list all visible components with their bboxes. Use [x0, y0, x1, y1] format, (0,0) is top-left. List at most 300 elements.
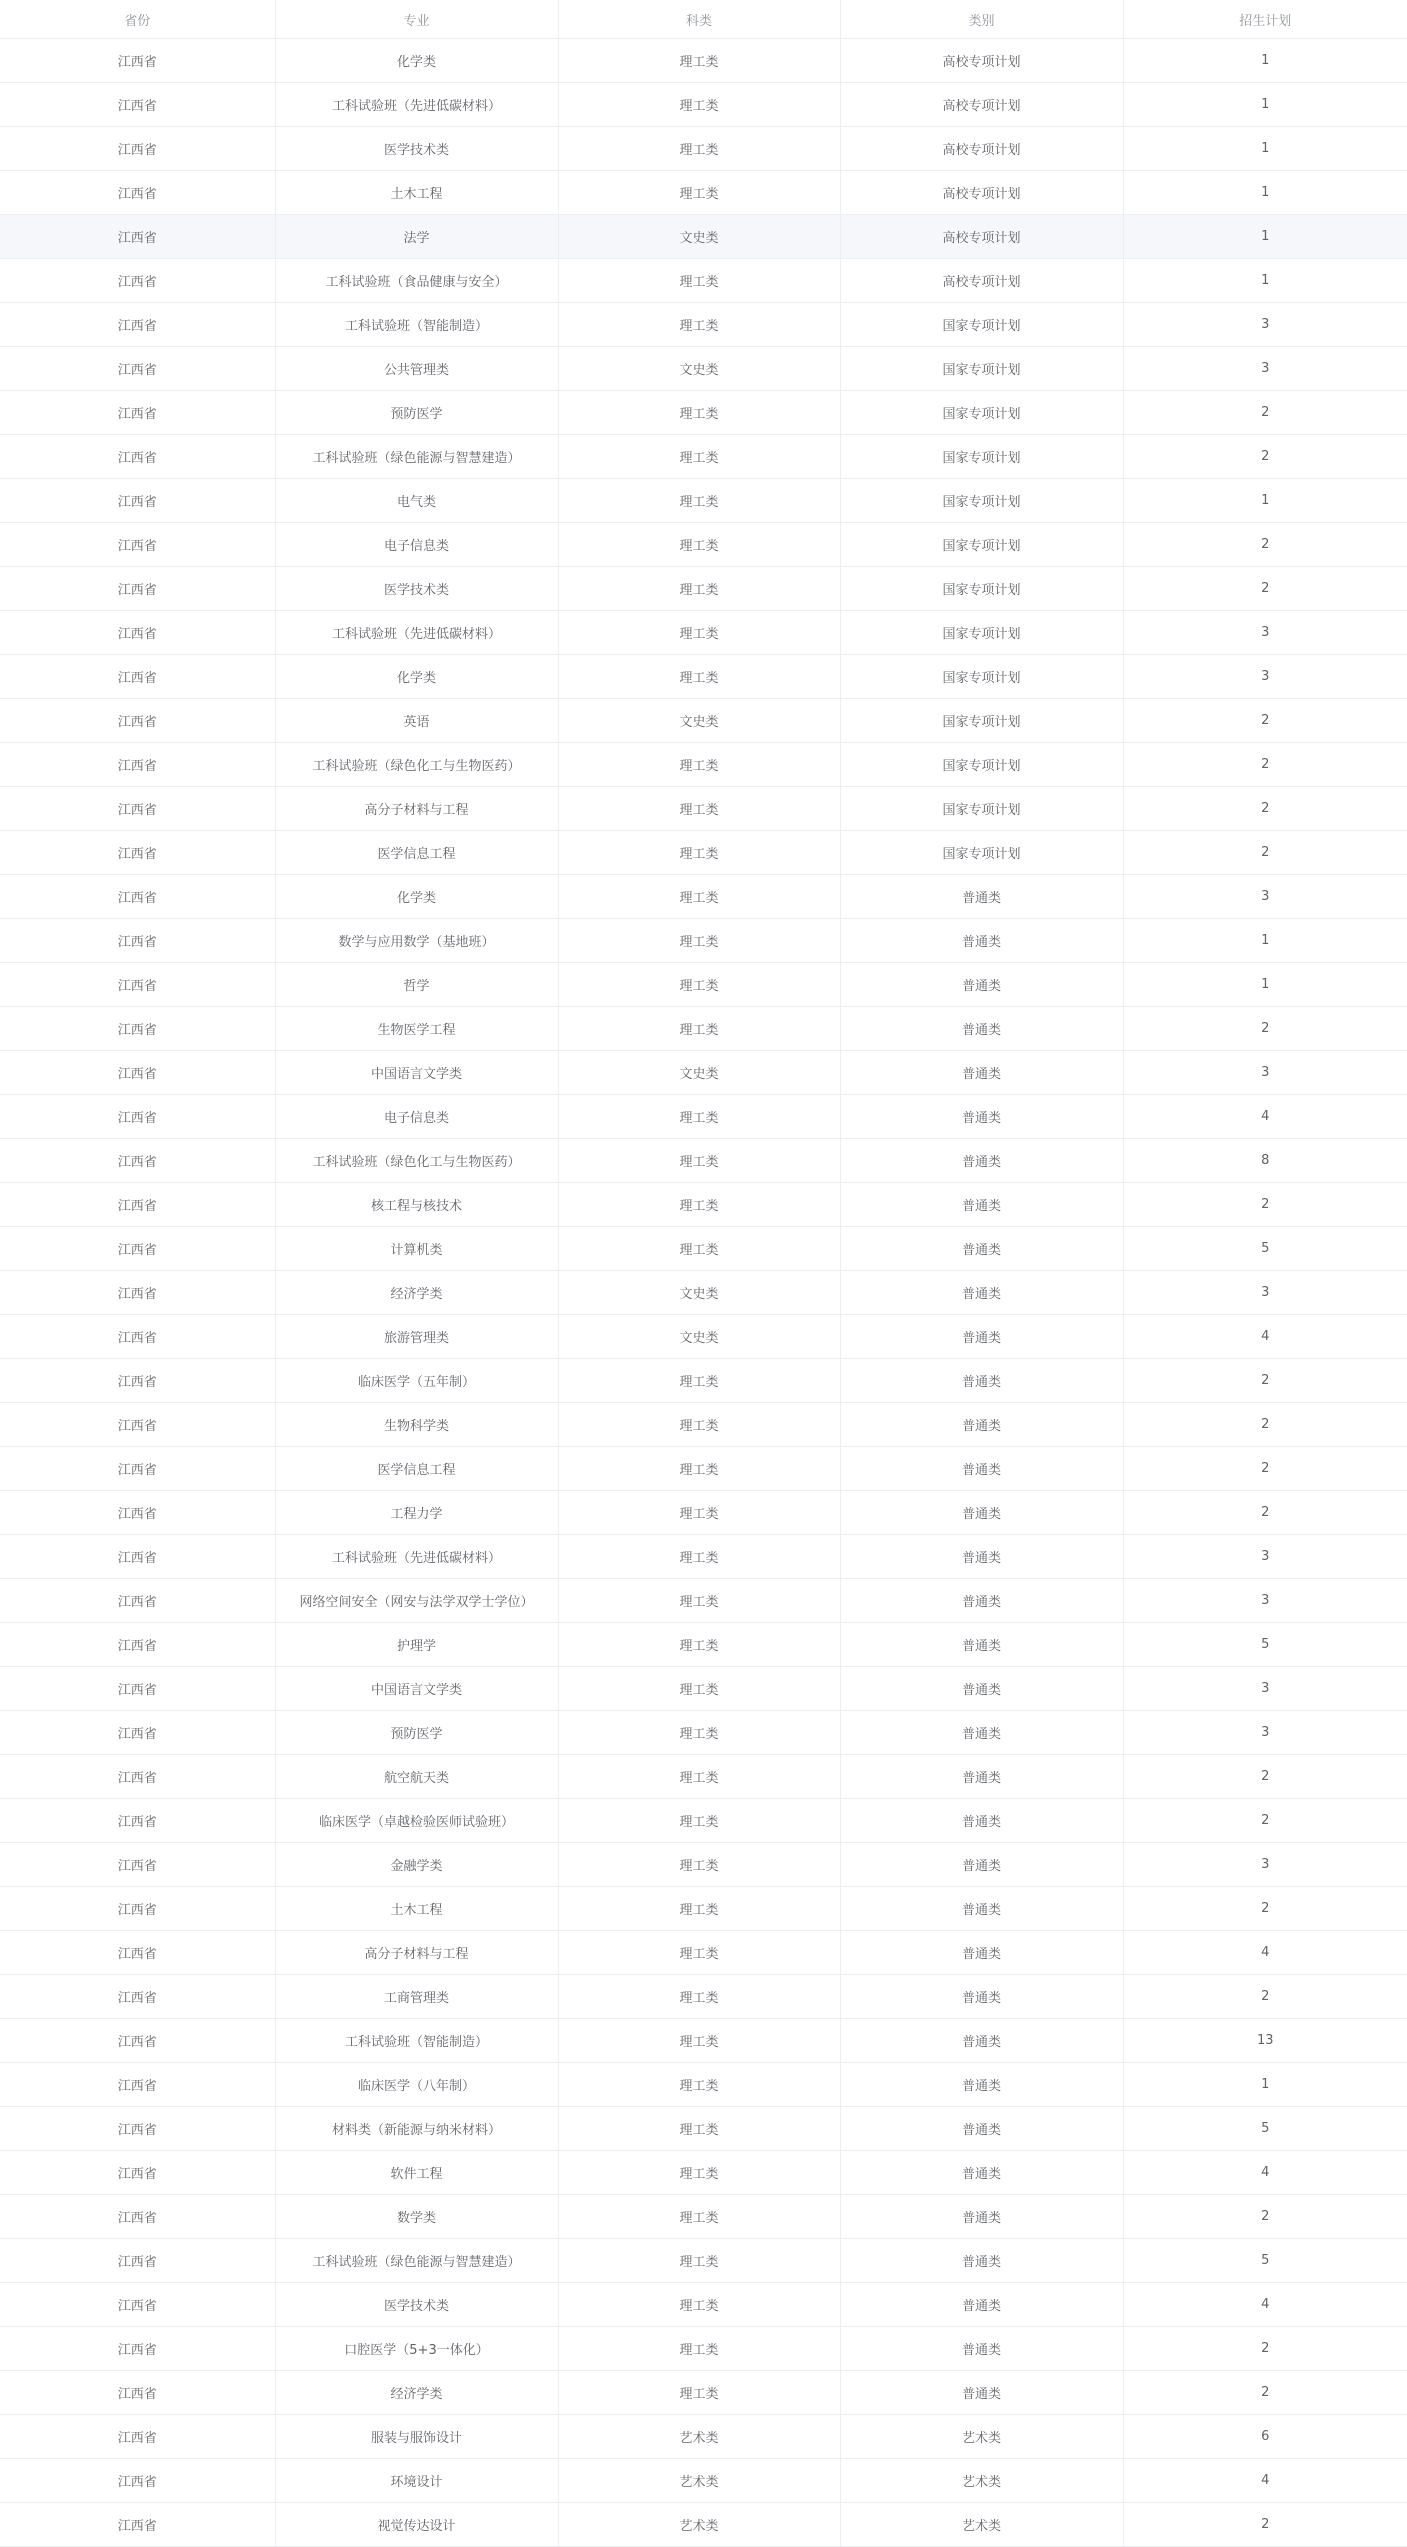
cell-category: 普通类 [840, 1579, 1123, 1623]
cell-category: 艺术类 [840, 2415, 1123, 2459]
table-row[interactable] [0, 1447, 1407, 1491]
cell-major: 工商管理类 [275, 1975, 558, 2019]
cell-category: 高校专项计划 [840, 215, 1123, 259]
cell-province: 江西省 [0, 1535, 275, 1579]
header-category[interactable]: 类别 [840, 0, 1123, 39]
table-row[interactable] [0, 1139, 1407, 1183]
cell-province: 江西省 [0, 2195, 275, 2239]
cell-province: 江西省 [0, 1403, 275, 1447]
cell-enrollment-plan: 1 [1123, 83, 1407, 127]
cell-enrollment-plan: 4 [1123, 2459, 1407, 2503]
cell-province: 江西省 [0, 303, 275, 347]
cell-subject-type: 理工类 [558, 875, 840, 919]
cell-major: 电气类 [275, 479, 558, 523]
cell-category: 国家专项计划 [840, 391, 1123, 435]
cell-subject-type: 理工类 [558, 1931, 840, 1975]
table-row[interactable] [0, 83, 1407, 127]
table-row[interactable] [0, 435, 1407, 479]
table-row[interactable] [0, 655, 1407, 699]
cell-province: 江西省 [0, 1755, 275, 1799]
cell-enrollment-plan: 3 [1123, 1667, 1407, 1711]
cell-subject-type: 理工类 [558, 963, 840, 1007]
cell-major: 化学类 [275, 875, 558, 919]
cell-major: 工科试验班（先进低碳材料） [275, 611, 558, 655]
table-row[interactable] [0, 1535, 1407, 1579]
cell-category: 普通类 [840, 1227, 1123, 1271]
cell-province: 江西省 [0, 1139, 275, 1183]
cell-category: 普通类 [840, 1183, 1123, 1227]
cell-province: 江西省 [0, 611, 275, 655]
cell-enrollment-plan: 2 [1123, 1447, 1407, 1491]
cell-subject-type: 艺术类 [558, 2415, 840, 2459]
cell-province: 江西省 [0, 875, 275, 919]
cell-subject-type: 理工类 [558, 1095, 840, 1139]
cell-major: 高分子材料与工程 [275, 1931, 558, 1975]
cell-province: 江西省 [0, 1623, 275, 1667]
cell-major: 数学类 [275, 2195, 558, 2239]
cell-subject-type: 理工类 [558, 2019, 840, 2063]
cell-category: 普通类 [840, 1447, 1123, 1491]
table-row[interactable] [0, 479, 1407, 523]
table-row[interactable] [0, 2195, 1407, 2239]
cell-subject-type: 理工类 [558, 2327, 840, 2371]
table-row[interactable] [0, 2019, 1407, 2063]
cell-subject-type: 理工类 [558, 2371, 840, 2415]
cell-enrollment-plan: 1 [1123, 127, 1407, 171]
cell-major: 工科试验班（绿色化工与生物医药） [275, 1139, 558, 1183]
cell-subject-type: 理工类 [558, 1535, 840, 1579]
cell-category: 国家专项计划 [840, 743, 1123, 787]
cell-province: 江西省 [0, 391, 275, 435]
cell-category: 国家专项计划 [840, 479, 1123, 523]
cell-major: 工科试验班（先进低碳材料） [275, 83, 558, 127]
table-row[interactable] [0, 567, 1407, 611]
table-row[interactable] [0, 2371, 1407, 2415]
cell-enrollment-plan: 2 [1123, 1403, 1407, 1447]
table-row[interactable] [0, 1667, 1407, 1711]
table-row[interactable] [0, 743, 1407, 787]
cell-subject-type: 理工类 [558, 2107, 840, 2151]
header-province[interactable]: 省份 [0, 0, 275, 39]
cell-province: 江西省 [0, 1315, 275, 1359]
table-row[interactable] [0, 2283, 1407, 2327]
cell-category: 普通类 [840, 1139, 1123, 1183]
cell-enrollment-plan: 3 [1123, 1711, 1407, 1755]
cell-enrollment-plan: 2 [1123, 1183, 1407, 1227]
cell-subject-type: 文史类 [558, 1051, 840, 1095]
cell-major: 经济学类 [275, 2371, 558, 2415]
cell-category: 国家专项计划 [840, 787, 1123, 831]
cell-enrollment-plan: 1 [1123, 259, 1407, 303]
cell-major: 工程力学 [275, 1491, 558, 1535]
cell-category: 普通类 [840, 2327, 1123, 2371]
cell-province: 江西省 [0, 39, 275, 83]
table-row[interactable] [0, 127, 1407, 171]
cell-subject-type: 理工类 [558, 1491, 840, 1535]
cell-province: 江西省 [0, 83, 275, 127]
header-enrollment-plan[interactable]: 招生计划 [1123, 0, 1407, 39]
cell-province: 江西省 [0, 479, 275, 523]
cell-subject-type: 艺术类 [558, 2459, 840, 2503]
cell-category: 艺术类 [840, 2503, 1123, 2547]
cell-enrollment-plan: 3 [1123, 303, 1407, 347]
cell-enrollment-plan: 2 [1123, 1799, 1407, 1843]
cell-enrollment-plan: 2 [1123, 831, 1407, 875]
table-row[interactable] [0, 1711, 1407, 1755]
cell-province: 江西省 [0, 2151, 275, 2195]
cell-enrollment-plan: 2 [1123, 523, 1407, 567]
cell-enrollment-plan: 1 [1123, 171, 1407, 215]
cell-major: 工科试验班（食品健康与安全） [275, 259, 558, 303]
table-row[interactable] [0, 215, 1407, 259]
table-row[interactable] [0, 1931, 1407, 1975]
cell-major: 医学技术类 [275, 127, 558, 171]
cell-province: 江西省 [0, 1887, 275, 1931]
cell-category: 国家专项计划 [840, 435, 1123, 479]
table-row[interactable] [0, 1799, 1407, 1843]
cell-category: 普通类 [840, 2063, 1123, 2107]
table-row[interactable] [0, 1755, 1407, 1799]
cell-enrollment-plan: 6 [1123, 2415, 1407, 2459]
cell-subject-type: 理工类 [558, 1007, 840, 1051]
cell-major: 中国语言文学类 [275, 1051, 558, 1095]
cell-province: 江西省 [0, 919, 275, 963]
cell-category: 普通类 [840, 1271, 1123, 1315]
table-row[interactable] [0, 1051, 1407, 1095]
cell-major: 医学信息工程 [275, 1447, 558, 1491]
cell-province: 江西省 [0, 2415, 275, 2459]
cell-category: 普通类 [840, 919, 1123, 963]
table-row[interactable] [0, 391, 1407, 435]
cell-category: 普通类 [840, 2151, 1123, 2195]
cell-province: 江西省 [0, 655, 275, 699]
table-row[interactable] [0, 303, 1407, 347]
cell-province: 江西省 [0, 2019, 275, 2063]
cell-category: 普通类 [840, 2107, 1123, 2151]
cell-enrollment-plan: 5 [1123, 1623, 1407, 1667]
cell-enrollment-plan: 2 [1123, 699, 1407, 743]
cell-category: 普通类 [840, 1491, 1123, 1535]
cell-province: 江西省 [0, 1007, 275, 1051]
table-row[interactable] [0, 2239, 1407, 2283]
cell-category: 普通类 [840, 1887, 1123, 1931]
cell-major: 生物科学类 [275, 1403, 558, 1447]
cell-major: 工科试验班（绿色化工与生物医药） [275, 743, 558, 787]
cell-province: 江西省 [0, 347, 275, 391]
cell-major: 临床医学（五年制） [275, 1359, 558, 1403]
cell-subject-type: 理工类 [558, 1183, 840, 1227]
cell-category: 普通类 [840, 1535, 1123, 1579]
cell-province: 江西省 [0, 1579, 275, 1623]
table-row[interactable] [0, 1095, 1407, 1139]
cell-major: 电子信息类 [275, 523, 558, 567]
cell-category: 国家专项计划 [840, 303, 1123, 347]
cell-province: 江西省 [0, 787, 275, 831]
cell-subject-type: 理工类 [558, 2063, 840, 2107]
cell-major: 预防医学 [275, 1711, 558, 1755]
table-row[interactable] [0, 919, 1407, 963]
header-major[interactable]: 专业 [275, 0, 558, 39]
cell-province: 江西省 [0, 2503, 275, 2547]
cell-subject-type: 理工类 [558, 171, 840, 215]
cell-province: 江西省 [0, 215, 275, 259]
cell-category: 普通类 [840, 1051, 1123, 1095]
cell-major: 工科试验班（先进低碳材料） [275, 1535, 558, 1579]
header-subject-type[interactable]: 科类 [558, 0, 840, 39]
cell-subject-type: 理工类 [558, 1227, 840, 1271]
cell-major: 土木工程 [275, 1887, 558, 1931]
table-row[interactable] [0, 787, 1407, 831]
table-row[interactable] [0, 611, 1407, 655]
cell-province: 江西省 [0, 1667, 275, 1711]
cell-province: 江西省 [0, 1359, 275, 1403]
cell-subject-type: 理工类 [558, 787, 840, 831]
cell-major: 临床医学（卓越检验医师试验班） [275, 1799, 558, 1843]
table-header [0, 0, 1407, 39]
cell-major: 工科试验班（绿色能源与智慧建造） [275, 2239, 558, 2283]
cell-category: 普通类 [840, 1843, 1123, 1887]
table-row[interactable] [0, 523, 1407, 567]
cell-major: 工科试验班（绿色能源与智慧建造） [275, 435, 558, 479]
cell-subject-type: 理工类 [558, 831, 840, 875]
cell-enrollment-plan: 5 [1123, 1227, 1407, 1271]
cell-province: 江西省 [0, 2239, 275, 2283]
cell-subject-type: 理工类 [558, 1843, 840, 1887]
cell-subject-type: 理工类 [558, 1711, 840, 1755]
cell-subject-type: 理工类 [558, 523, 840, 567]
cell-category: 普通类 [840, 1315, 1123, 1359]
table-row[interactable] [0, 1975, 1407, 2019]
cell-major: 口腔医学（5+3一体化） [275, 2327, 558, 2371]
cell-subject-type: 理工类 [558, 83, 840, 127]
cell-province: 江西省 [0, 1051, 275, 1095]
cell-major: 软件工程 [275, 2151, 558, 2195]
cell-subject-type: 理工类 [558, 1359, 840, 1403]
cell-major: 工科试验班（智能制造） [275, 303, 558, 347]
cell-category: 国家专项计划 [840, 567, 1123, 611]
cell-major: 临床医学（八年制） [275, 2063, 558, 2107]
cell-category: 国家专项计划 [840, 347, 1123, 391]
cell-subject-type: 理工类 [558, 1799, 840, 1843]
cell-province: 江西省 [0, 127, 275, 171]
table-row[interactable] [0, 1579, 1407, 1623]
cell-enrollment-plan: 2 [1123, 1359, 1407, 1403]
cell-major: 视觉传达设计 [275, 2503, 558, 2547]
cell-province: 江西省 [0, 963, 275, 1007]
cell-category: 普通类 [840, 2019, 1123, 2063]
table-row[interactable] [0, 259, 1407, 303]
cell-category: 普通类 [840, 1711, 1123, 1755]
cell-category: 普通类 [840, 1403, 1123, 1447]
cell-enrollment-plan: 2 [1123, 2195, 1407, 2239]
table-row[interactable] [0, 2107, 1407, 2151]
cell-category: 国家专项计划 [840, 831, 1123, 875]
table-row[interactable] [0, 875, 1407, 919]
cell-major: 环境设计 [275, 2459, 558, 2503]
table-row[interactable] [0, 171, 1407, 215]
cell-category: 高校专项计划 [840, 127, 1123, 171]
cell-major: 数学与应用数学（基地班） [275, 919, 558, 963]
cell-major: 经济学类 [275, 1271, 558, 1315]
cell-enrollment-plan: 5 [1123, 2239, 1407, 2283]
cell-province: 江西省 [0, 1227, 275, 1271]
table-row[interactable] [0, 1183, 1407, 1227]
cell-enrollment-plan: 2 [1123, 1755, 1407, 1799]
cell-category: 艺术类 [840, 2459, 1123, 2503]
cell-enrollment-plan: 3 [1123, 1271, 1407, 1315]
table-row[interactable] [0, 1315, 1407, 1359]
table-row[interactable] [0, 2151, 1407, 2195]
cell-enrollment-plan: 2 [1123, 1975, 1407, 2019]
header-row [0, 0, 1407, 39]
cell-province: 江西省 [0, 1447, 275, 1491]
cell-province: 江西省 [0, 1183, 275, 1227]
table-body [0, 39, 1407, 2547]
table-row[interactable] [0, 1359, 1407, 1403]
cell-enrollment-plan: 4 [1123, 1315, 1407, 1359]
cell-province: 江西省 [0, 2107, 275, 2151]
cell-major: 化学类 [275, 39, 558, 83]
table-row[interactable] [0, 1887, 1407, 1931]
cell-major: 计算机类 [275, 1227, 558, 1271]
cell-enrollment-plan: 2 [1123, 435, 1407, 479]
cell-enrollment-plan: 1 [1123, 479, 1407, 523]
cell-enrollment-plan: 1 [1123, 39, 1407, 83]
cell-category: 普通类 [840, 2283, 1123, 2327]
cell-major: 医学技术类 [275, 567, 558, 611]
cell-enrollment-plan: 1 [1123, 919, 1407, 963]
table-row[interactable] [0, 831, 1407, 875]
table-row[interactable] [0, 1007, 1407, 1051]
cell-major: 旅游管理类 [275, 1315, 558, 1359]
cell-category: 国家专项计划 [840, 523, 1123, 567]
table-row[interactable] [0, 699, 1407, 743]
table-row[interactable] [0, 1227, 1407, 1271]
cell-category: 普通类 [840, 1623, 1123, 1667]
cell-enrollment-plan: 2 [1123, 2371, 1407, 2415]
cell-subject-type: 文史类 [558, 1271, 840, 1315]
cell-subject-type: 理工类 [558, 611, 840, 655]
cell-category: 普通类 [840, 2195, 1123, 2239]
cell-province: 江西省 [0, 831, 275, 875]
cell-province: 江西省 [0, 259, 275, 303]
cell-enrollment-plan: 3 [1123, 347, 1407, 391]
cell-major: 公共管理类 [275, 347, 558, 391]
cell-major: 中国语言文学类 [275, 1667, 558, 1711]
cell-enrollment-plan: 2 [1123, 1887, 1407, 1931]
table-row[interactable] [0, 1403, 1407, 1447]
cell-category: 普通类 [840, 963, 1123, 1007]
cell-province: 江西省 [0, 2327, 275, 2371]
cell-province: 江西省 [0, 523, 275, 567]
cell-subject-type: 理工类 [558, 1579, 840, 1623]
cell-subject-type: 理工类 [558, 1755, 840, 1799]
cell-category: 国家专项计划 [840, 655, 1123, 699]
cell-subject-type: 理工类 [558, 1623, 840, 1667]
cell-major: 材料类（新能源与纳米材料） [275, 2107, 558, 2151]
cell-enrollment-plan: 1 [1123, 215, 1407, 259]
cell-category: 普通类 [840, 1975, 1123, 2019]
cell-subject-type: 理工类 [558, 2283, 840, 2327]
cell-major: 预防医学 [275, 391, 558, 435]
cell-province: 江西省 [0, 1271, 275, 1315]
cell-province: 江西省 [0, 743, 275, 787]
cell-enrollment-plan: 2 [1123, 2503, 1407, 2547]
table-row[interactable] [0, 1843, 1407, 1887]
cell-major: 金融学类 [275, 1843, 558, 1887]
cell-subject-type: 理工类 [558, 391, 840, 435]
cell-enrollment-plan: 1 [1123, 2063, 1407, 2107]
table-row[interactable] [0, 1491, 1407, 1535]
table-row[interactable] [0, 1271, 1407, 1315]
cell-enrollment-plan: 4 [1123, 2283, 1407, 2327]
cell-province: 江西省 [0, 1931, 275, 1975]
cell-category: 普通类 [840, 2371, 1123, 2415]
cell-category: 普通类 [840, 1931, 1123, 1975]
cell-major: 网络空间安全（网安与法学双学士学位） [275, 1579, 558, 1623]
cell-category: 普通类 [840, 1007, 1123, 1051]
cell-major: 医学信息工程 [275, 831, 558, 875]
cell-subject-type: 艺术类 [558, 2503, 840, 2547]
cell-enrollment-plan: 3 [1123, 655, 1407, 699]
cell-subject-type: 理工类 [558, 259, 840, 303]
cell-major: 生物医学工程 [275, 1007, 558, 1051]
cell-enrollment-plan: 13 [1123, 2019, 1407, 2063]
table-row[interactable] [0, 347, 1407, 391]
cell-subject-type: 文史类 [558, 347, 840, 391]
cell-enrollment-plan: 2 [1123, 743, 1407, 787]
cell-enrollment-plan: 3 [1123, 1535, 1407, 1579]
cell-province: 江西省 [0, 171, 275, 215]
table-row[interactable] [0, 2063, 1407, 2107]
cell-subject-type: 理工类 [558, 479, 840, 523]
cell-subject-type: 理工类 [558, 567, 840, 611]
cell-enrollment-plan: 2 [1123, 787, 1407, 831]
table-row[interactable] [0, 963, 1407, 1007]
cell-province: 江西省 [0, 1799, 275, 1843]
cell-enrollment-plan: 2 [1123, 1491, 1407, 1535]
cell-province: 江西省 [0, 567, 275, 611]
cell-enrollment-plan: 4 [1123, 1931, 1407, 1975]
cell-subject-type: 理工类 [558, 1887, 840, 1931]
cell-subject-type: 理工类 [558, 743, 840, 787]
cell-subject-type: 理工类 [558, 655, 840, 699]
cell-subject-type: 文史类 [558, 215, 840, 259]
cell-category: 国家专项计划 [840, 699, 1123, 743]
cell-province: 江西省 [0, 435, 275, 479]
cell-enrollment-plan: 8 [1123, 1139, 1407, 1183]
cell-category: 高校专项计划 [840, 83, 1123, 127]
table-row[interactable] [0, 39, 1407, 83]
table-row[interactable] [0, 2459, 1407, 2503]
cell-subject-type: 理工类 [558, 1403, 840, 1447]
cell-subject-type: 理工类 [558, 2151, 840, 2195]
cell-subject-type: 理工类 [558, 1975, 840, 2019]
cell-category: 高校专项计划 [840, 259, 1123, 303]
cell-category: 普通类 [840, 1755, 1123, 1799]
table-row[interactable] [0, 2327, 1407, 2371]
table-row[interactable] [0, 2415, 1407, 2459]
table-row[interactable] [0, 1623, 1407, 1667]
table-row[interactable] [0, 2503, 1407, 2547]
cell-subject-type: 理工类 [558, 303, 840, 347]
cell-enrollment-plan: 3 [1123, 1051, 1407, 1095]
cell-province: 江西省 [0, 699, 275, 743]
cell-category: 高校专项计划 [840, 171, 1123, 215]
cell-enrollment-plan: 3 [1123, 1579, 1407, 1623]
cell-category: 普通类 [840, 1799, 1123, 1843]
cell-category: 普通类 [840, 1667, 1123, 1711]
